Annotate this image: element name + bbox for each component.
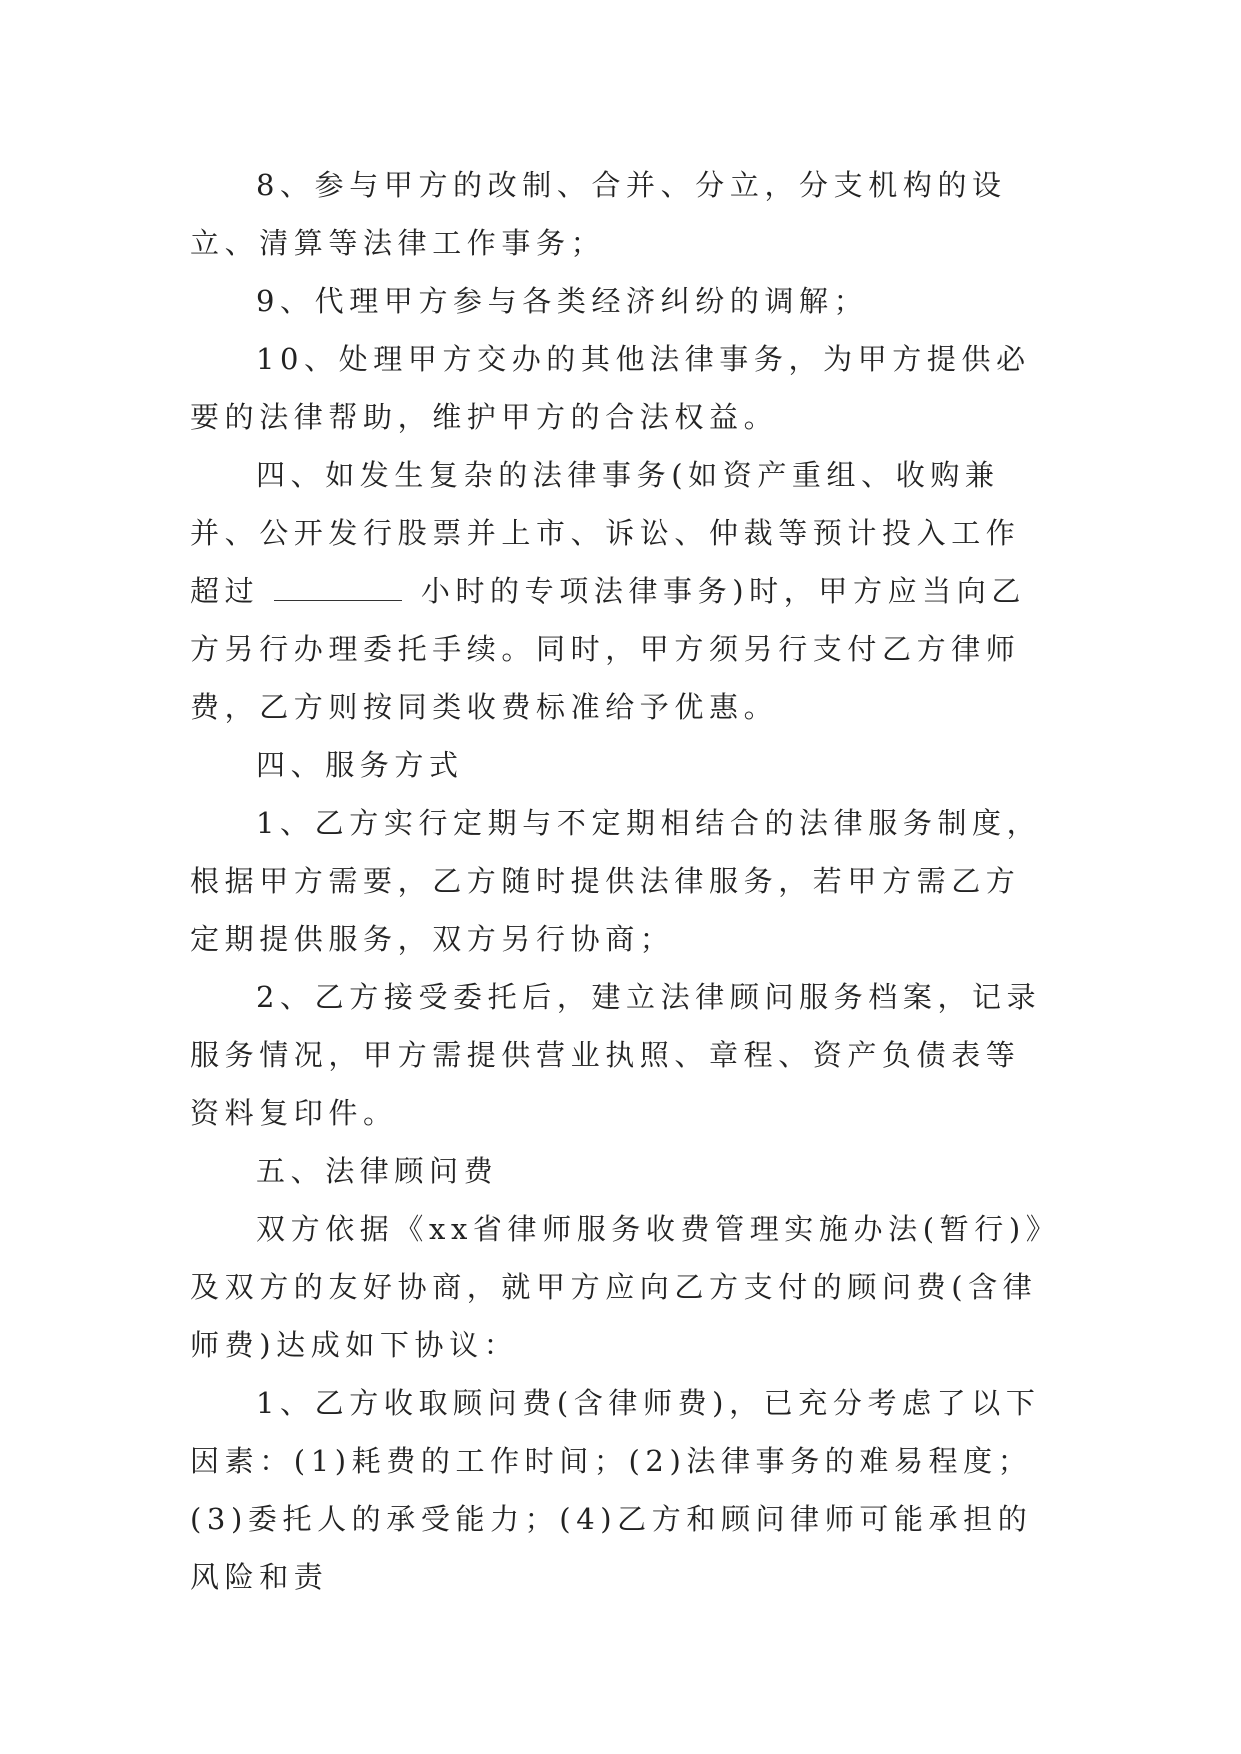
paragraph-complex-matters-text: 四、如发生复杂的法律事务(如资产重组、收购兼并、公开发行股票并上市、诉讼、仲裁等预计投入工作超过 bbox=[190, 458, 1021, 608]
paragraph-service-2: 2、乙方接受委托后，建立法律顾问服务档案，记录服务情况，甲方需提供营业执照、章程、资产负债表等资料复印件。 bbox=[190, 980, 1042, 1130]
paragraph-complex-matters-continued: 小时的专项法律事务)时，甲方应当向乙方另行办理委托手续。同时，甲方须另行支付乙方律师费，乙方则按同类收费标准给予优惠。 bbox=[190, 574, 1026, 724]
paragraph-fee-agreement: 双方依据《xx省律师服务收费管理实施办法(暂行)》及双方的友好协商，就甲方应向乙方支付的顾问费(含律师费)达成如下协议： bbox=[190, 1212, 1046, 1362]
section-heading-legal-fee: 五、法律顾问费 bbox=[256, 1154, 499, 1188]
paragraph-service-1: 1、乙方实行定期与不定期相结合的法律服务制度，根据甲方需要，乙方随时提供法律服务，若甲方需乙方定期提供服务，双方另行协商； bbox=[190, 806, 1042, 956]
paragraph-fee-1: 1、乙方收取顾问费(含律师费)，已充分考虑了以下因素：(1)耗费的工作时间；(2)法律事务的难易程度；(3)委托人的承受能力；(4)乙方和顾问律师可能承担的风险和责 bbox=[190, 1386, 1041, 1594]
paragraph-item-9: 9、代理甲方参与各类经济纠纷的调解； bbox=[256, 284, 869, 318]
paragraph-item-10: 10、处理甲方交办的其他法律事务，为甲方提供必要的法律帮助，维护甲方的合法权益。 bbox=[190, 342, 1031, 434]
hours-blank-line bbox=[274, 576, 402, 601]
paragraph-item-8: 8、参与甲方的改制、合并、分立，分支机构的设立、清算等法律工作事务； bbox=[190, 168, 1007, 260]
section-heading-service-method: 四、服务方式 bbox=[256, 748, 464, 782]
paragraph-complex-matters bbox=[190, 446, 1050, 736]
document-page bbox=[190, 156, 1050, 1606]
